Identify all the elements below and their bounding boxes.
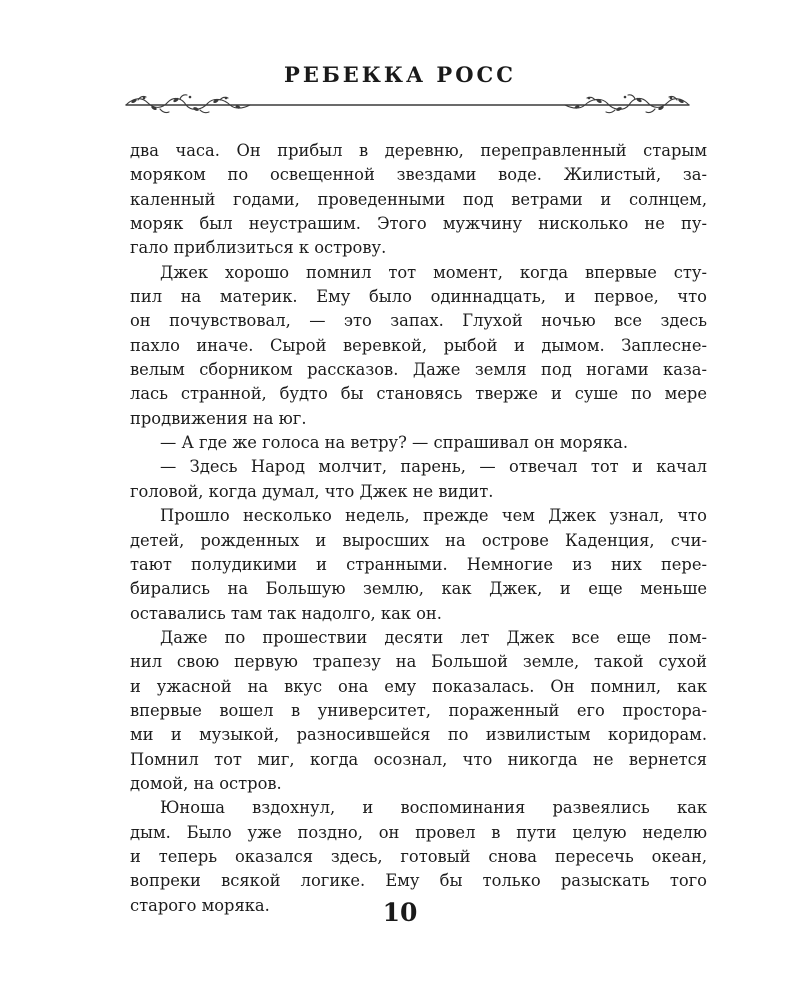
- text-line: моряком по освещенной звездами воде. Жилистый, за-: [130, 165, 707, 185]
- page-number: 10: [382, 898, 418, 927]
- body-text: [130, 139, 707, 918]
- text-line: дым. Было уже поздно, он провел в пути целую неделю: [130, 822, 707, 842]
- text-line: каленный годами, проведенными под ветрами и солнцем,: [130, 189, 707, 209]
- text-line: Юноша вздохнул, и воспоминания развеялись как: [160, 798, 707, 818]
- text-line: моряк был неустрашим. Этого мужчину нисколько не пу-: [130, 214, 707, 234]
- text-line: он почувствовал, — это запах. Глухой ночью все здесь: [130, 311, 707, 331]
- text-line: пил на материк. Ему было одиннадцать, и первое, что: [130, 287, 707, 307]
- text-line: гало приблизиться к острову.: [130, 238, 387, 258]
- text-line: оставались там так надолго, как он.: [130, 603, 442, 623]
- text-line: продвижения на юг.: [130, 408, 307, 428]
- text-line: и ужасной на вкус она ему показалась. Он помнил, как: [130, 676, 707, 696]
- text-line: бирались на Большую землю, как Джек, и еще меньше: [130, 579, 707, 599]
- text-line: Прошло несколько недель, прежде чем Джек узнал, что: [160, 506, 707, 526]
- text-line: пахло иначе. Сырой веревкой, рыбой и дымом. Заплесне-: [130, 335, 707, 355]
- text-line: старого моряка.: [130, 895, 270, 915]
- text-line: тают полудикими и странными. Немногие из них пере-: [130, 554, 707, 574]
- text-line: детей, рожденных и выросших на острове Каденция, счи-: [130, 530, 707, 550]
- floral-vine-ornament-icon: [120, 93, 695, 117]
- text-line: — Здесь Народ молчит, парень, — отвечал тот и качал: [160, 457, 707, 477]
- text-line: лась странной, будто бы становясь тверже и суше по мере: [130, 384, 707, 404]
- text-line: нил свою первую трапезу на Большой земле, такой сухой: [130, 652, 707, 672]
- text-line: два часа. Он прибыл в деревню, переправленный старым: [130, 141, 707, 160]
- running-head-author: РЕБЕККА РОСС: [284, 62, 516, 87]
- text-line: головой, когда думал, что Джек не видит.: [130, 481, 494, 501]
- text-line: и теперь оказался здесь, готовый снова пересечь океан,: [130, 846, 707, 866]
- text-line: Джек хорошо помнил тот момент, когда впервые сту-: [160, 262, 707, 282]
- text-line: Помнил тот миг, когда осознал, что никогда не вернется: [130, 749, 707, 769]
- text-line: впервые вошел в университет, пораженный его простора-: [130, 700, 707, 720]
- text-line: велым сборником рассказов. Даже земля под ногами каза-: [130, 360, 707, 380]
- text-line: — А где же голоса на ветру? — спрашивал он моряка.: [160, 433, 629, 453]
- text-line: домой, на остров.: [130, 773, 282, 793]
- text-line: Даже по прошествии десяти лет Джек все еще пом-: [160, 627, 707, 647]
- text-line: ми и музыкой, разносившейся по извилистым коридорам.: [130, 725, 707, 745]
- text-line: вопреки всякой логике. Ему бы только разыскать того: [130, 871, 707, 891]
